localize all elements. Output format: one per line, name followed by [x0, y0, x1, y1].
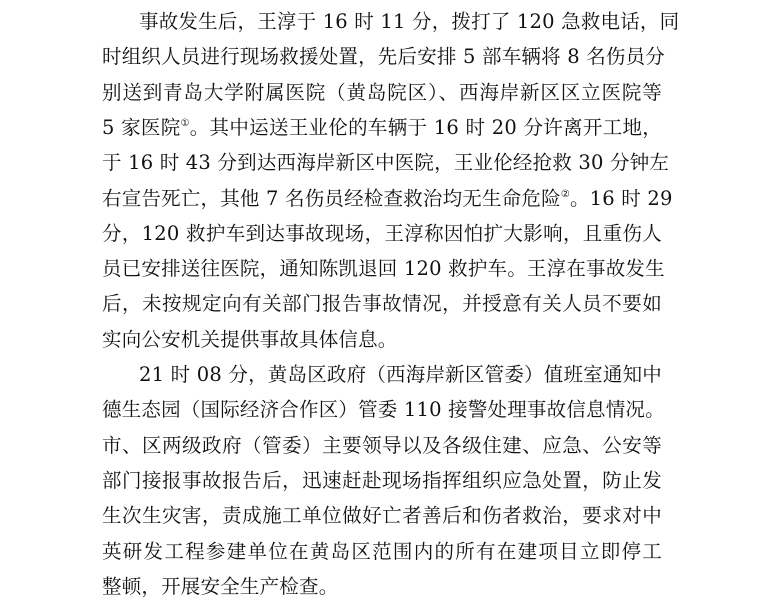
paragraph-1-line-10: 实向公安机关提供事故具体信息。	[102, 327, 398, 351]
paragraph-1-line-4	[102, 108, 662, 148]
paragraph-1-line-1: 事故发生后，王淳于 16 时 11 分，拨打了 120 急救电话，同	[139, 10, 680, 33]
paragraph-1-line-8: 员已安排送往医院，通知陈凯退回 120 救护车。王淳在事故发生	[102, 257, 665, 281]
paragraph-2-line-5: 生次生灾害，责成施工单位做好亡者善后和伤者救治，要求对中	[102, 504, 662, 528]
paragraph-1-line-3: 别送到青岛大学附属医院（黄岛院区）、西海岸新区区立医院等	[102, 80, 662, 104]
paragraph-1-line-6	[102, 179, 673, 219]
line-text: 5 家医院	[102, 115, 181, 139]
paragraph-2-line-2: 德生态园（国际经济合作区）管委 110 接警处理事故信息情况。	[102, 398, 665, 422]
paragraph-2-line-7: 整顿，开展安全生产检查。	[102, 574, 339, 598]
paragraph-1-line-5: 于 16 时 43 分到达西海岸新区中医院，王业伦经抢救 30 分钟左	[102, 151, 670, 175]
paragraph-2-line-3: 市、区两级政府（管委）主要领导以及各级住建、应急、公安等	[102, 433, 662, 457]
paragraph-1-line-9: 后，未按规定向有关部门报告事故情况，并授意有关人员不要如	[102, 292, 662, 316]
line-text: 右宣告死亡，其他 7 名伤员经检查救治均无生命危险	[102, 186, 561, 210]
paragraph-2-line-1: 21 时 08 分，黄岛区政府（西海岸新区管委）值班室通知中	[139, 363, 662, 386]
footnote-marker: ②	[560, 188, 570, 200]
paragraph-2-line-4: 部门接报事故报告后，迅速赶赴现场指挥组织应急处置，防止发	[102, 468, 662, 492]
paragraph-2-line-6: 英研发工程参建单位在黄岛区范围内的所有在建项目立即停工	[102, 539, 662, 563]
paragraph-1-line-2: 时组织人员进行现场救援处置，先后安排 5 部车辆将 8 名伤员分	[102, 45, 666, 69]
line-text-continued: 。其中运送王业伦的车辆于 16 时 20 分许离开工地，	[189, 115, 662, 139]
footnote-marker: ①	[180, 117, 190, 129]
line-text-continued: 。16 时 29	[569, 186, 673, 210]
paragraph-1-line-7: 分，120 救护车到达事故现场，王淳称因怕扩大影响，且重伤人	[102, 221, 662, 245]
